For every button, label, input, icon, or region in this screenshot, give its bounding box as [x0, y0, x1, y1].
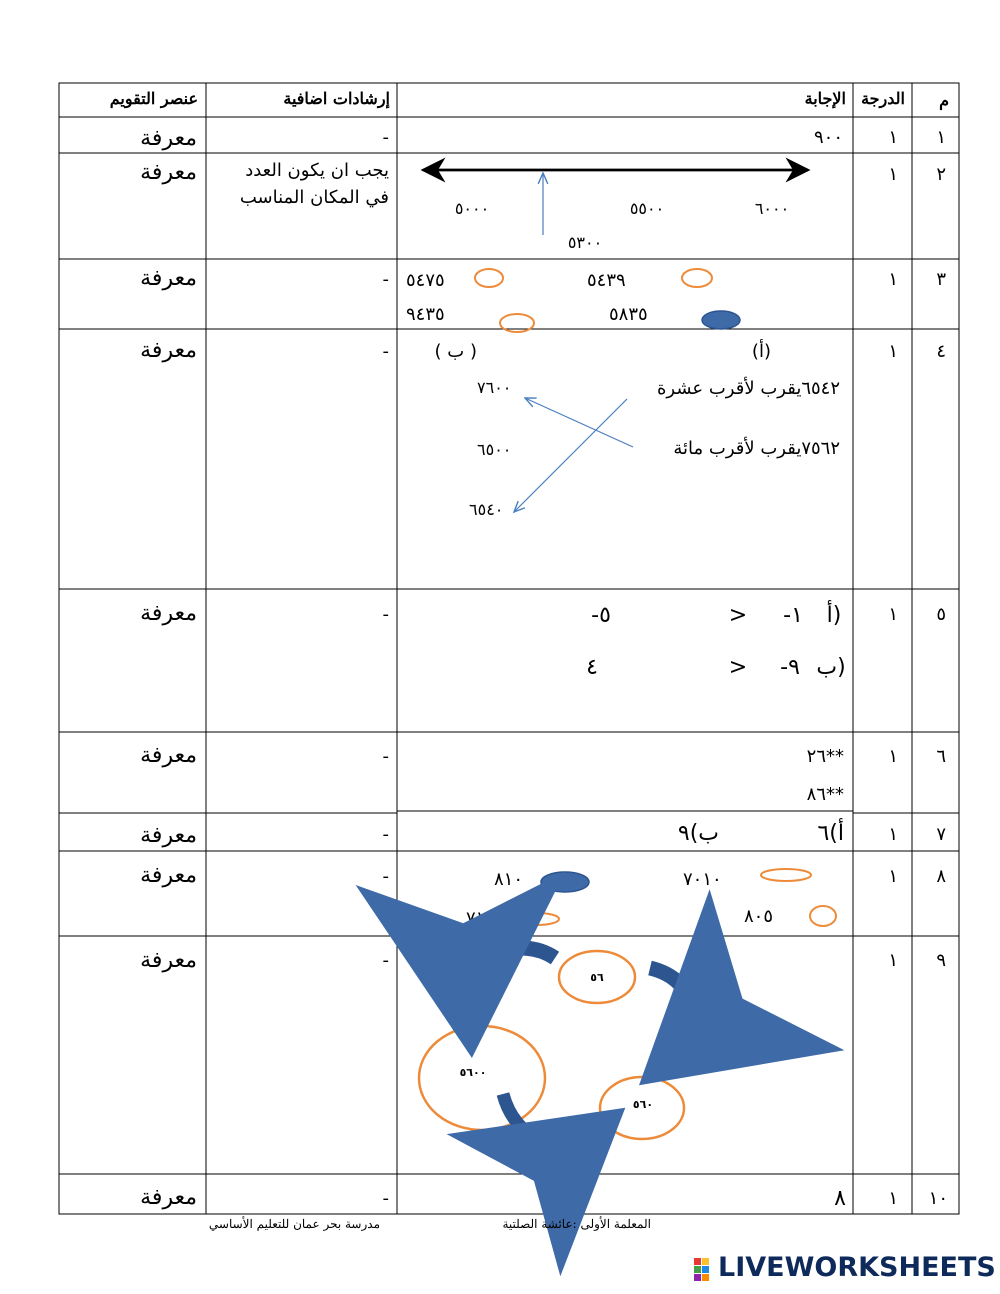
row-guidance: - [382, 866, 389, 887]
row-num: ٦ [936, 746, 946, 767]
row-num: ٥ [936, 604, 946, 625]
q9-cycle-diagram [419, 948, 691, 1142]
row-num: ٧ [936, 824, 946, 845]
q6-answer: ٢٦** [806, 746, 844, 767]
q8-selected-radio[interactable] [541, 872, 589, 892]
row-grade: ١ [888, 341, 898, 362]
row-element: معرفة [140, 601, 197, 626]
brand-name[interactable]: LIVEWORKSHEETS [718, 1252, 996, 1283]
row-guidance: - [382, 824, 389, 845]
q3-choices [406, 269, 740, 332]
row-element: معرفة [140, 743, 197, 768]
header-num: م [939, 91, 949, 110]
row-grade: ١ [888, 127, 898, 148]
row-guidance: - [382, 269, 389, 290]
row-grade: ١ [888, 164, 898, 185]
q5-left: -١ [783, 603, 803, 628]
q9-value: ٥٦ [590, 971, 604, 984]
q10-answer: ٨ [834, 1186, 846, 1211]
q9-curved-arrow [650, 968, 691, 1066]
row-element: معرفة [140, 338, 197, 363]
row-guidance: - [382, 604, 389, 625]
row-grade: ١ [888, 950, 898, 971]
q2-tick-label: ٥٠٠٠ [454, 199, 490, 218]
q2-tick-label: ٦٠٠٠ [754, 199, 790, 218]
q3-option: ٥٤٧٥ [406, 270, 445, 291]
q1-answer: ٩٠٠ [813, 127, 843, 148]
q5-right: ٤ [586, 655, 598, 680]
row-element: معرفة [140, 1185, 197, 1210]
table-header [110, 89, 949, 111]
row-guidance: - [382, 746, 389, 767]
q3-radio-circle[interactable] [475, 269, 503, 287]
row-grade: ١ [888, 824, 898, 845]
q4-left-item: ٦٥٤٢يقرب لأقرب عشرة [656, 378, 840, 399]
q5-right: -٥ [591, 603, 611, 628]
row-num: ٣ [936, 269, 946, 290]
q4-match-arrow [514, 399, 627, 512]
q5-label: ب) [816, 655, 846, 680]
q5-op: > [728, 655, 748, 680]
q8-choices [466, 869, 836, 929]
q5-label: أ) [826, 603, 842, 628]
q4-matching [435, 339, 840, 519]
footer-school: مدرسة بحر عمان للتعليم الأساسي [208, 1217, 380, 1231]
row-element: معرفة [140, 948, 197, 973]
row-guidance-line: يجب ان يكون العدد [245, 160, 389, 181]
row-guidance: - [382, 341, 389, 362]
q9-curved-arrow [470, 948, 555, 1028]
q5-op: > [728, 603, 748, 628]
footer-teacher: المعلمة الأولى :عائشة الصلتية [502, 1217, 651, 1231]
q8-option: ٨٠٥ [744, 906, 774, 927]
q3-option: ٩٤٣٥ [406, 304, 445, 325]
q4-label-a: (أ) [751, 341, 771, 362]
q9-value: ٥٦٠٠ [459, 1066, 487, 1079]
q4-right-item: ٧٦٠٠ [477, 378, 512, 397]
row-element: معرفة [140, 126, 197, 151]
q6-answer: ٨٦** [806, 784, 844, 805]
q4-left-item: ٧٥٦٢يقرب لأقرب مائة [673, 438, 840, 459]
header-answer: الإجابة [804, 89, 846, 108]
q2-number-line [423, 170, 808, 252]
q9-value: ٥٦٠ [632, 1098, 654, 1111]
q4-right-item: ٦٥٠٠ [477, 440, 512, 459]
row-num: ١ [936, 127, 946, 148]
row-num: ١٠ [928, 1188, 948, 1209]
q8-option: ٨١٠ [494, 869, 524, 890]
row-element: معرفة [140, 160, 197, 185]
row-num: ٢ [936, 164, 946, 185]
q8-radio-circle[interactable] [810, 906, 836, 926]
q7-answer-a: أ)٦ [817, 821, 844, 846]
q4-right-item: ٦٥٤٠ [469, 500, 504, 519]
q3-option: ٥٨٣٥ [609, 304, 648, 325]
row-num: ٨ [936, 866, 946, 887]
q3-radio-circle[interactable] [682, 269, 712, 287]
q8-radio-circle[interactable] [761, 869, 811, 881]
q5-left: -٩ [780, 655, 800, 680]
q2-tick-label: ٥٥٠٠ [629, 199, 665, 218]
q4-match-arrow [525, 398, 633, 447]
row-grade: ١ [888, 866, 898, 887]
q3-option: ٥٤٣٩ [587, 270, 626, 291]
row-element: معرفة [140, 823, 197, 848]
q4-label-b: ( ب ) [434, 341, 477, 362]
q8-option: ٧٠١٠ [683, 869, 722, 890]
row-num: ٤ [936, 341, 946, 362]
row-element: معرفة [140, 266, 197, 291]
q3-selected-radio[interactable] [702, 311, 740, 329]
q8-radio-circle[interactable] [515, 913, 559, 925]
q5-compare [586, 600, 846, 680]
header-element: عنصر التقويم [109, 89, 198, 108]
row-num: ٩ [936, 950, 946, 971]
row-grade: ١ [888, 604, 898, 625]
row-guidance: - [382, 950, 389, 971]
row-grade: ١ [888, 746, 898, 767]
row-grade: ١ [888, 1188, 898, 1209]
q8-option: ٧١٠ [466, 908, 496, 929]
q2-marked-value: ٥٣٠٠ [567, 233, 603, 252]
header-grade: الدرجة [861, 89, 905, 108]
row-element: معرفة [140, 863, 197, 888]
row-grade: ١ [888, 269, 898, 290]
row-guidance-line: في المكان المناسب [239, 187, 389, 208]
row-guidance: - [382, 127, 389, 148]
q7-answer-b: ب)٩ [677, 821, 719, 846]
row-guidance: - [382, 1188, 389, 1209]
header-guidance: إرشادات اضافية [283, 89, 390, 108]
